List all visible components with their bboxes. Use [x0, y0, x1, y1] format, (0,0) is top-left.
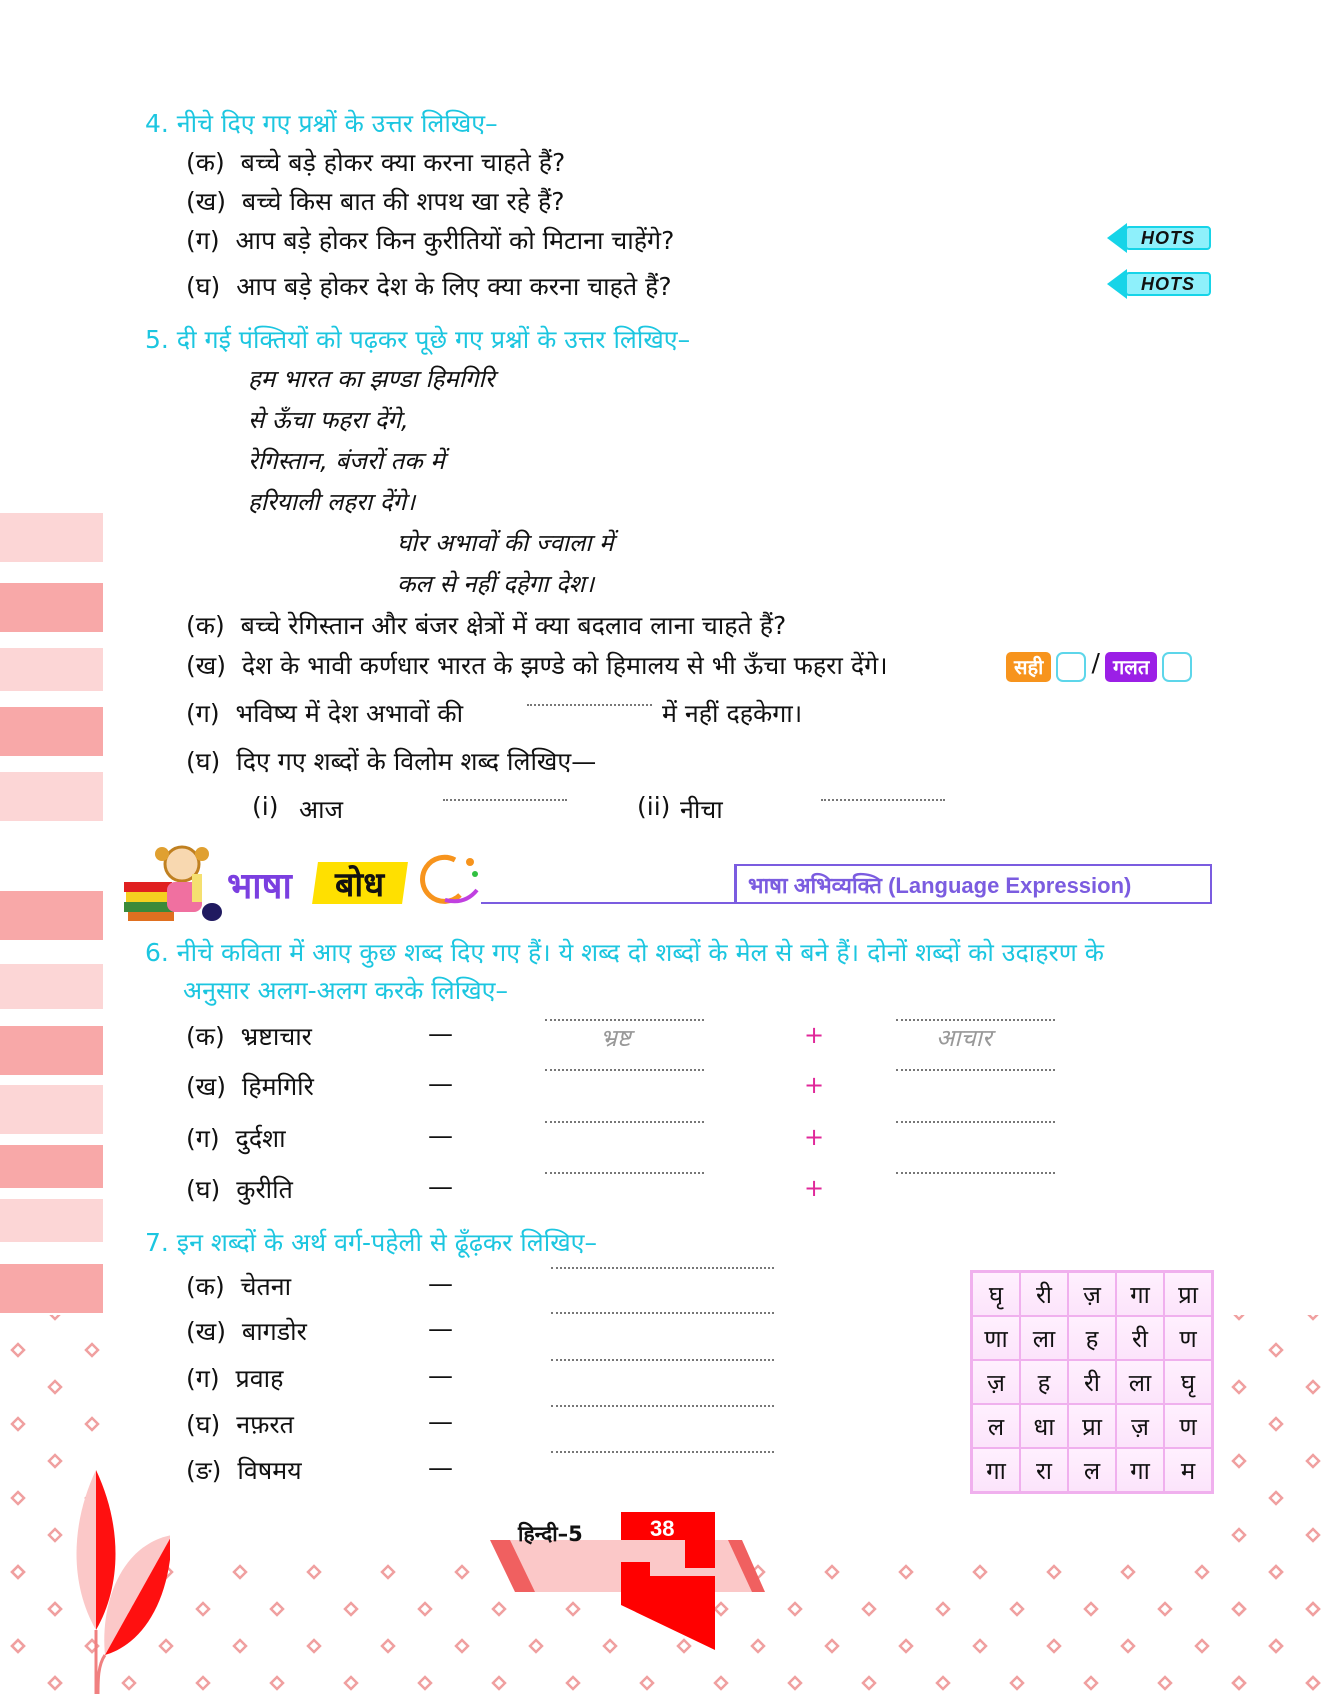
true-label: सही [1006, 652, 1051, 682]
item-text: भविष्य में देश अभावों की [235, 699, 464, 728]
book-title: हिन्दी–5 [518, 1522, 583, 1546]
grid-cell: ह [1020, 1360, 1068, 1404]
grid-cell: ला [1116, 1360, 1164, 1404]
item-label: (ग) [186, 1124, 220, 1153]
poem-line: हम भारत का झण्डा हिमगिरि [248, 365, 495, 393]
question-6-heading-cont: अनुसार अलग-अलग करके लिखिए– [183, 976, 508, 1005]
grid-cell: ज़ [1116, 1404, 1164, 1448]
answer-blank[interactable] [821, 799, 945, 801]
stripe [0, 583, 103, 632]
answer-blank[interactable] [443, 799, 567, 801]
list-item [186, 1453, 302, 1487]
item-text: बच्चे किस बात की शपथ खा रहे हैं? [241, 187, 565, 216]
list-item [186, 269, 672, 303]
question-7-heading: 7. इन शब्दों के अर्थ वर्ग-पहेली से ढूँढ़कर लिखिए– [145, 1228, 597, 1257]
poem-line: घोर अभावों की ज्वाला में [397, 529, 614, 557]
plus-sign: + [804, 1071, 825, 1099]
grid-cell: प्रा [1164, 1272, 1212, 1316]
stripe [0, 1085, 103, 1134]
plus-sign: + [804, 1021, 825, 1049]
poem-line: रेगिस्तान, बंजरों तक में [248, 447, 445, 475]
item-text: दिए गए शब्दों के विलोम शब्द लिखिए— [236, 747, 597, 776]
stripe [0, 707, 103, 756]
antonym-word: नीचा [680, 795, 723, 824]
item-label: (ख) [186, 651, 226, 680]
page-number: 38 [650, 1516, 675, 1541]
stripe [0, 1026, 103, 1075]
item-text: आप बड़े होकर किन कुरीतियों को मिटाना चाहेंगे? [235, 226, 675, 255]
stripe [0, 964, 103, 1009]
answer-blank-part1[interactable] [545, 1069, 704, 1071]
item-label: (ङ) [186, 1456, 222, 1485]
grid-cell: ल [1068, 1448, 1116, 1492]
grid-cell: गा [972, 1448, 1020, 1492]
false-checkbox[interactable] [1162, 652, 1192, 682]
item-label: (क) [186, 148, 225, 177]
grid-cell: ला [1020, 1316, 1068, 1360]
word: विषमय [237, 1456, 302, 1485]
item-label: (क) [186, 611, 225, 640]
grid-cell: गा [1116, 1272, 1164, 1316]
plus-sign: + [804, 1174, 825, 1202]
list-item [186, 1314, 307, 1348]
answer-blank[interactable] [551, 1267, 774, 1269]
list-item [186, 1069, 314, 1103]
question-4-heading: 4. नीचे दिए गए प्रश्नों के उत्तर लिखिए– [145, 109, 498, 138]
list-item [186, 1269, 291, 1303]
compound-word: दुर्दशा [235, 1124, 286, 1153]
grid-cell: ण [1164, 1404, 1212, 1448]
grid-cell: गा [1116, 1448, 1164, 1492]
hots-badge: HOTS [1107, 269, 1213, 299]
list-item [186, 1019, 312, 1053]
girl-reading-illustration [122, 842, 227, 922]
list-item [186, 1121, 286, 1155]
antonym-word: आज [299, 795, 344, 824]
list-item [186, 1407, 294, 1441]
grid-cell: री [1068, 1360, 1116, 1404]
list-item [186, 608, 786, 642]
answer-blank[interactable] [551, 1312, 774, 1314]
item-label: (क) [186, 1272, 225, 1301]
dash: — [428, 1019, 453, 1048]
answer-blank-part2[interactable] [896, 1121, 1055, 1123]
example-answer: भ्रष्ट [600, 1024, 631, 1052]
list-item [186, 184, 565, 218]
answer-blank[interactable] [551, 1405, 774, 1407]
plus-sign: + [804, 1123, 825, 1151]
item-text: बच्चे रेगिस्तान और बंजर क्षेत्रों में क्या बदलाव लाना चाहते हैं? [240, 611, 787, 640]
answer-blank-part2[interactable] [896, 1069, 1055, 1071]
arrow-icon [1107, 223, 1127, 253]
leaf-decoration [60, 1465, 170, 1694]
word: नफ़रत [236, 1410, 294, 1439]
stripe [0, 648, 103, 691]
list-item [186, 223, 674, 257]
word: बागडोर [241, 1317, 307, 1346]
stripe [0, 891, 103, 940]
answer-blank[interactable] [551, 1359, 774, 1361]
fill-blank[interactable] [527, 704, 652, 706]
item-label: (ग) [186, 226, 220, 255]
grid-cell: णा [972, 1316, 1020, 1360]
item-text: में नहीं दहकेगा। [662, 699, 803, 728]
word: प्रवाह [235, 1364, 284, 1393]
grid-cell: घृ [972, 1272, 1020, 1316]
stripe [0, 1145, 103, 1188]
item-label: (ख) [186, 187, 226, 216]
compound-word: हिमगिरि [241, 1072, 314, 1101]
dash: — [428, 1314, 453, 1343]
item-text: बच्चे बड़े होकर क्या करना चाहते हैं? [240, 148, 566, 177]
example-answer: आचार [936, 1024, 992, 1052]
hots-badge: HOTS [1107, 223, 1213, 253]
stripe [0, 772, 103, 821]
grid-cell: घृ [1164, 1360, 1212, 1404]
banner-word-2: बोध [335, 865, 385, 905]
item-label: (ii) [637, 792, 671, 821]
item-label: (ख) [186, 1072, 226, 1101]
arrow-icon [1107, 269, 1127, 299]
dash: — [428, 1361, 453, 1390]
item-label: (घ) [186, 1410, 221, 1439]
grid-cell: ज़ [972, 1360, 1020, 1404]
question-6-heading: 6. नीचे कविता में आए कुछ शब्द दिए गए हैं। ये शब्द दो शब्दों के मेल से बने हैं। दोनों शब्दों को उदाहरण के [145, 938, 1104, 967]
question-5-heading: 5. दी गई पंक्तियों को पढ़कर पूछे गए प्रश्नों के उत्तर लिखिए– [145, 325, 691, 354]
item-label: (ख) [186, 1317, 226, 1346]
list-item [186, 1172, 293, 1206]
true-false-selector [1006, 648, 1192, 682]
grid-cell: ण [1164, 1316, 1212, 1360]
answer-blank-part2[interactable] [896, 1172, 1055, 1174]
compound-word: कुरीति [236, 1175, 293, 1204]
poem-line: से ऊँचा फहरा देंगे, [248, 406, 409, 434]
list-item [186, 744, 596, 778]
swirl-decoration [415, 850, 483, 910]
grid-cell: री [1020, 1272, 1068, 1316]
separator: / [1091, 648, 1100, 677]
grid-cell: ज़ [1068, 1272, 1116, 1316]
grid-cell: ह [1068, 1316, 1116, 1360]
dash: — [428, 1453, 453, 1482]
dash: — [428, 1172, 453, 1201]
item-label: (i) [252, 792, 279, 821]
item-text: आप बड़े होकर देश के लिए क्या करना चाहते हैं? [236, 272, 672, 301]
word-search-grid [970, 1270, 1214, 1494]
word: चेतना [240, 1272, 292, 1301]
grid-cell: प्रा [1068, 1404, 1116, 1448]
item-label: (घ) [186, 272, 221, 301]
answer-blank-part1[interactable] [545, 1172, 704, 1174]
grid-cell: धा [1020, 1404, 1068, 1448]
poem-line: कल से नहीं दहेगा देश। [397, 570, 595, 598]
stripe [0, 1264, 103, 1313]
stripe [0, 513, 103, 562]
poem-line: हरियाली लहरा देंगे। [248, 488, 416, 516]
list-item [186, 1361, 283, 1395]
true-checkbox[interactable] [1056, 652, 1086, 682]
grid-cell: रा [1020, 1448, 1068, 1492]
list-item [186, 145, 565, 179]
item-label: (क) [186, 1022, 225, 1051]
answer-blank[interactable] [551, 1451, 774, 1453]
false-label: गलत [1105, 652, 1157, 682]
grid-cell: री [1116, 1316, 1164, 1360]
dash: — [428, 1269, 453, 1298]
compound-word: भ्रष्टाचार [240, 1022, 312, 1051]
grid-cell: ल [972, 1404, 1020, 1448]
dash: — [428, 1069, 453, 1098]
item-label: (घ) [186, 1175, 221, 1204]
dash: — [428, 1121, 453, 1150]
list-item [186, 648, 888, 682]
item-label: (ग) [186, 1364, 220, 1393]
item-label: (घ) [186, 747, 221, 776]
item-text: देश के भावी कर्णधार भारत के झण्डे को हिमालय से भी ऊँचा फहरा देंगे। [241, 651, 888, 680]
section-label: भाषा अभिव्यक्ति (Language Expression) [748, 873, 1132, 898]
banner-word-1: भाषा [227, 866, 292, 907]
list-item [186, 696, 463, 730]
dash: — [428, 1407, 453, 1436]
answer-blank-part1[interactable] [545, 1121, 704, 1123]
grid-cell: म [1164, 1448, 1212, 1492]
item-label: (ग) [186, 699, 220, 728]
stripe [0, 1199, 103, 1242]
